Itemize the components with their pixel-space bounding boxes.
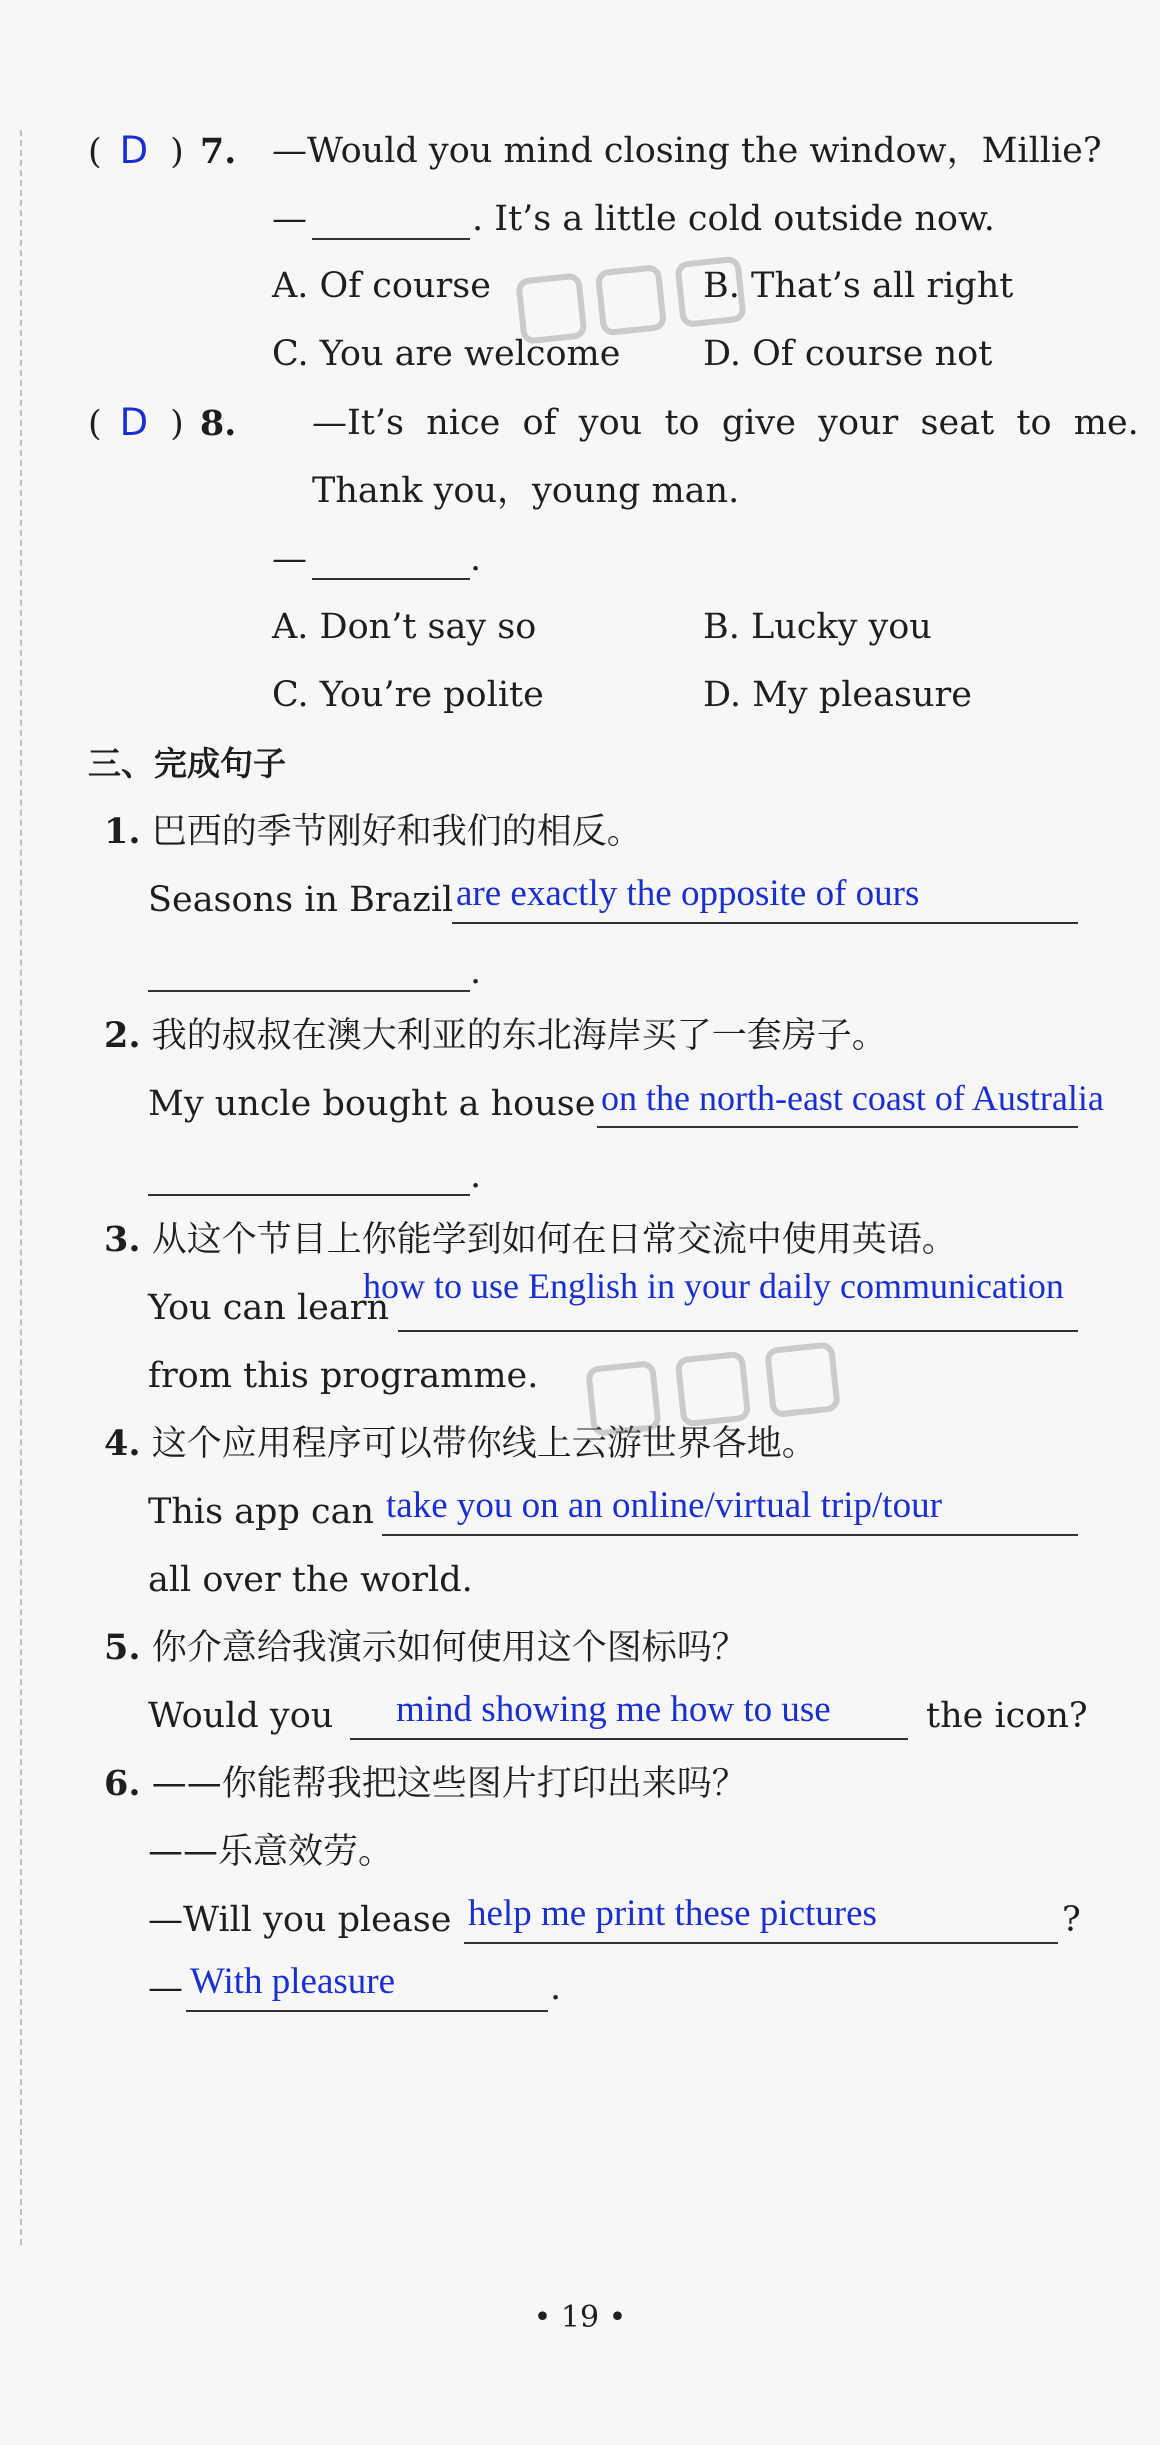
paren-close: ) xyxy=(170,132,184,172)
sentence-6-suffix: ? xyxy=(1062,1900,1081,1940)
sentence-2-number: 2. xyxy=(104,1015,141,1056)
question-number-8: 8. xyxy=(199,403,237,444)
question-7-text: —Would you mind closing the window，Millie? xyxy=(272,131,1102,171)
question-8-blank xyxy=(312,578,470,580)
question-7-reply-text: . It’s a little cold outside now. xyxy=(472,199,995,239)
question-7-line xyxy=(88,129,236,174)
option-8d: D. My pleasure xyxy=(703,675,972,715)
page-number: • 19 • xyxy=(533,2300,627,2335)
sentence-2-chinese: 我的叔叔在澳大利亚的东北海岸买了一套房子。 xyxy=(151,1016,887,1056)
question-8-text-2: Thank you，young man. xyxy=(312,471,740,511)
left-margin-dashed-line xyxy=(20,130,22,2245)
sentence-1-end: . xyxy=(470,952,482,992)
sentence-4-blank xyxy=(382,1534,1078,1536)
sentence-6-blank xyxy=(464,1942,1058,1944)
sentence-4-number: 4. xyxy=(104,1423,141,1464)
sentence-6-reply-blank xyxy=(186,2010,548,2012)
sentence-3-chinese-line xyxy=(104,1218,957,1262)
sentence-5-blank xyxy=(350,1738,908,1740)
sentence-2-end: . xyxy=(470,1156,482,1196)
sentence-1-blank-2 xyxy=(148,990,470,992)
option-8a: A. Don’t say so xyxy=(272,607,537,647)
sentence-5-chinese-line xyxy=(104,1626,747,1670)
sentence-2-prefix: My uncle bought a house xyxy=(148,1084,596,1124)
sentence-5-number: 5. xyxy=(104,1627,141,1668)
sentence-5-answer: mind showing me how to use xyxy=(396,1689,831,1730)
sentence-6-reply-answer: With pleasure xyxy=(190,1961,396,2002)
sentence-4-suffix-line: all over the world. xyxy=(148,1560,473,1600)
sentence-6-prefix: —Will you please xyxy=(148,1900,452,1940)
paren-open: ( xyxy=(88,132,102,172)
sentence-6-chinese-2: ——乐意效劳。 xyxy=(148,1832,394,1872)
sentence-2-blank xyxy=(597,1126,1078,1128)
sentence-5-prefix: Would you xyxy=(148,1696,334,1736)
question-8-text: —It’s nice of you to give your seat to me. xyxy=(312,403,1139,443)
sentence-4-answer: take you on an online/virtual trip/tour xyxy=(386,1485,942,1526)
sentence-6-chinese-1: ——你能帮我把这些图片打印出来吗？ xyxy=(151,1764,747,1804)
sentence-1-chinese-line xyxy=(104,810,642,854)
option-7d: D. Of course not xyxy=(703,334,993,374)
sentence-2-blank-2 xyxy=(148,1194,470,1196)
watermark-icon xyxy=(583,1330,881,1450)
question-8-line xyxy=(88,401,236,446)
sentence-3-answer: how to use English in your daily communication xyxy=(363,1266,1064,1306)
sentence-4-chinese: 这个应用程序可以带你线上云游世界各地。 xyxy=(151,1424,817,1464)
option-7a: A. Of course xyxy=(272,266,491,306)
sentence-6-number: 6. xyxy=(104,1763,141,1804)
sentence-3-chinese: 从这个节目上你能学到如何在日常交流中使用英语。 xyxy=(151,1220,957,1260)
option-7c: C. You are welcome xyxy=(272,334,621,374)
section-title: 三、完成句子 xyxy=(88,744,286,783)
sentence-6-reply-end: . xyxy=(550,1968,562,2008)
sentence-1-chinese: 巴西的季节刚好和我们的相反。 xyxy=(151,812,642,852)
watermark-logo-2 xyxy=(583,1330,882,1466)
watermark-icon xyxy=(514,250,751,354)
sentence-3-number: 3. xyxy=(104,1219,141,1260)
option-8c: C. You’re polite xyxy=(272,675,544,715)
sentence-3-suffix-line: from this programme. xyxy=(148,1356,539,1396)
question-8-reply-prefix: — xyxy=(272,539,307,579)
sentence-2-chinese-line xyxy=(104,1014,887,1058)
option-7b: B. That’s all right xyxy=(703,266,1014,306)
paren-close: ) xyxy=(170,404,184,444)
sentence-2-answer: on the north-east coast of Australia xyxy=(601,1078,1104,1118)
sentence-6-chinese-line xyxy=(104,1762,747,1806)
sentence-6-answer: help me print these pictures xyxy=(468,1893,877,1934)
sentence-1-blank xyxy=(452,922,1078,924)
paren-open: ( xyxy=(88,404,102,444)
sentence-3-prefix: You can learn xyxy=(148,1288,389,1328)
answer-7: D xyxy=(119,129,149,172)
sentence-5-chinese: 你介意给我演示如何使用这个图标吗？ xyxy=(151,1628,747,1668)
sentence-5-suffix: the icon? xyxy=(926,1696,1088,1736)
sentence-6-reply-prefix: — xyxy=(148,1968,183,2008)
sentence-1-number: 1. xyxy=(104,811,141,852)
question-7-blank xyxy=(312,238,470,240)
question-7-reply-prefix: — xyxy=(272,199,307,239)
question-number-7: 7. xyxy=(199,131,237,172)
sentence-3-blank xyxy=(398,1330,1078,1332)
option-8b: B. Lucky you xyxy=(703,607,932,647)
sentence-1-prefix: Seasons in Brazil xyxy=(148,880,454,920)
sentence-1-answer: are exactly the opposite of ours xyxy=(456,873,920,914)
answer-8: D xyxy=(119,401,149,444)
sentence-4-prefix: This app can xyxy=(148,1492,374,1532)
question-8-reply-end: . xyxy=(470,539,482,579)
